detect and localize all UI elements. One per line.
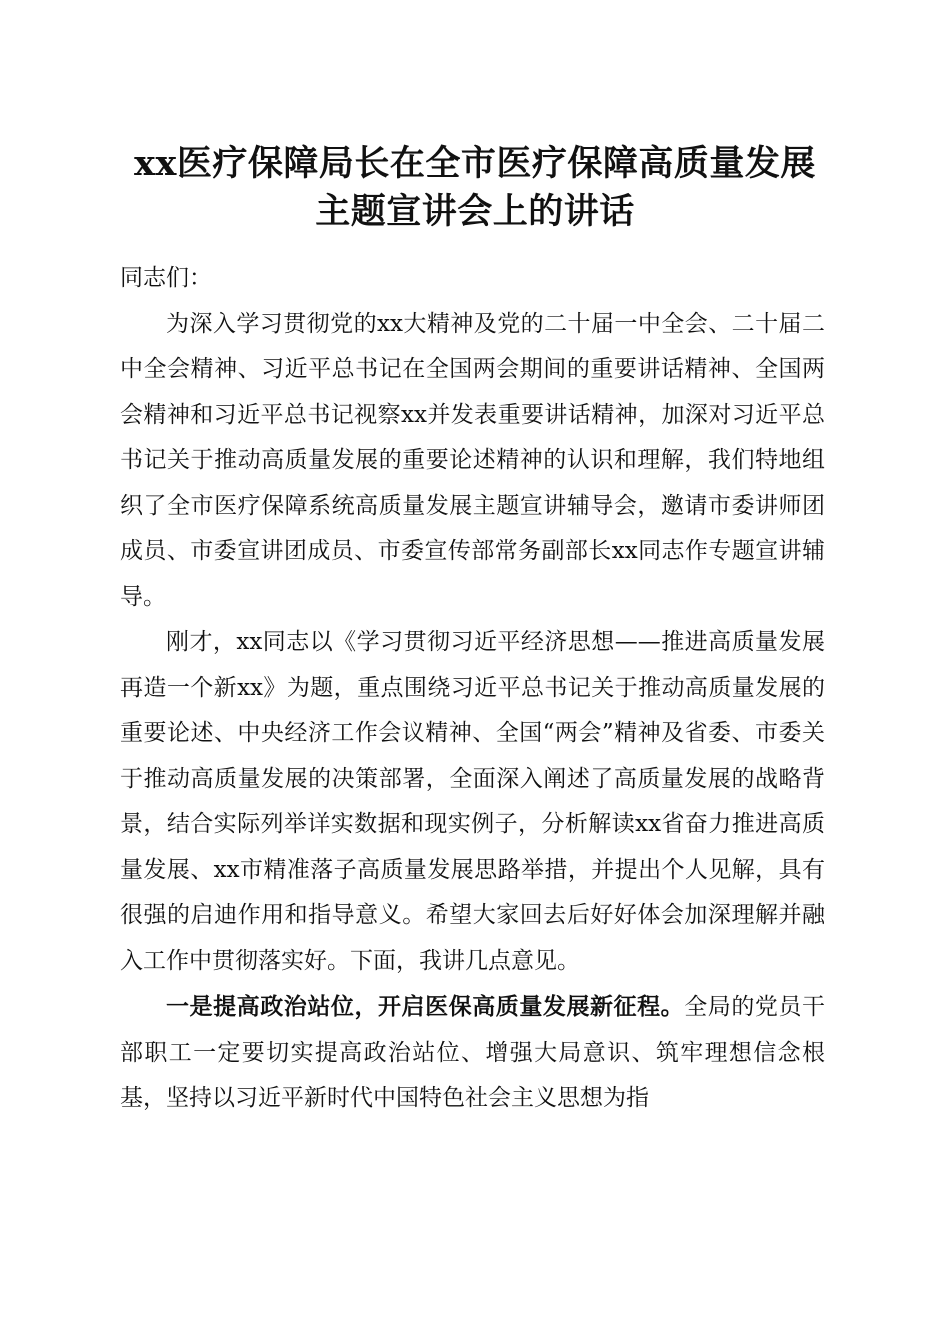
salutation: 同志们： bbox=[120, 265, 212, 291]
section-1-paragraph bbox=[120, 984, 825, 1122]
section-1-lead: 一是提高政治站位，开启医保高质量发展新征程。 bbox=[166, 993, 685, 1020]
section-1-text: 全局的党员干部职工一定要切实提高政治站位、增强大局意识、筑牢理想信念根基，坚持以习近平新时代中国特色社会主义思想为指 bbox=[120, 994, 826, 1111]
title-line-1: xx医疗保障局长在全市医疗保障高质量发展 bbox=[134, 143, 816, 184]
title-line-2: 主题宣讲会上的讲话 bbox=[315, 191, 635, 232]
document-title bbox=[100, 140, 850, 236]
paragraph: 刚才，xx同志以《学习贯彻习近平经济思想——推进高质量发展再造一个新xx》为题，重点围绕习近平总书记关于推动高质量发展的重要论述、中央经济工作会议精神、全国“两会”精神及省委、市委关于推动高质量发展的决策部署，全面深入阐述了高质量发展的战略背景，结合实际列举详实数据和现实例子，分析解读xx省奋力推进高质量发展、xx市精准落子高质量发展思路举措，并提出个人见解，具有很强的启迪作用和指导意义。希望大家回去后好好体会加深理解并融入工作中贯彻落实好。下面，我讲几点意见。 bbox=[120, 629, 825, 974]
paragraph: 为深入学习贯彻党的xx大精神及党的二十届一中全会、二十届二中全会精神、习近平总书记在全国两会期间的重要讲话精神、全国两会精神和习近平总书记视察xx并发表重要讲话精神，加深对习近平总书记关于推动高质量发展的重要论述精神的认识和理解，我们特地组织了全市医疗保障系统高质量发展主题宣讲辅导会，邀请市委讲师团成员、市委宣讲团成员、市委宣传部常务副部长xx同志作专题宣讲辅导。 bbox=[120, 310, 825, 610]
document-body bbox=[120, 256, 825, 1122]
